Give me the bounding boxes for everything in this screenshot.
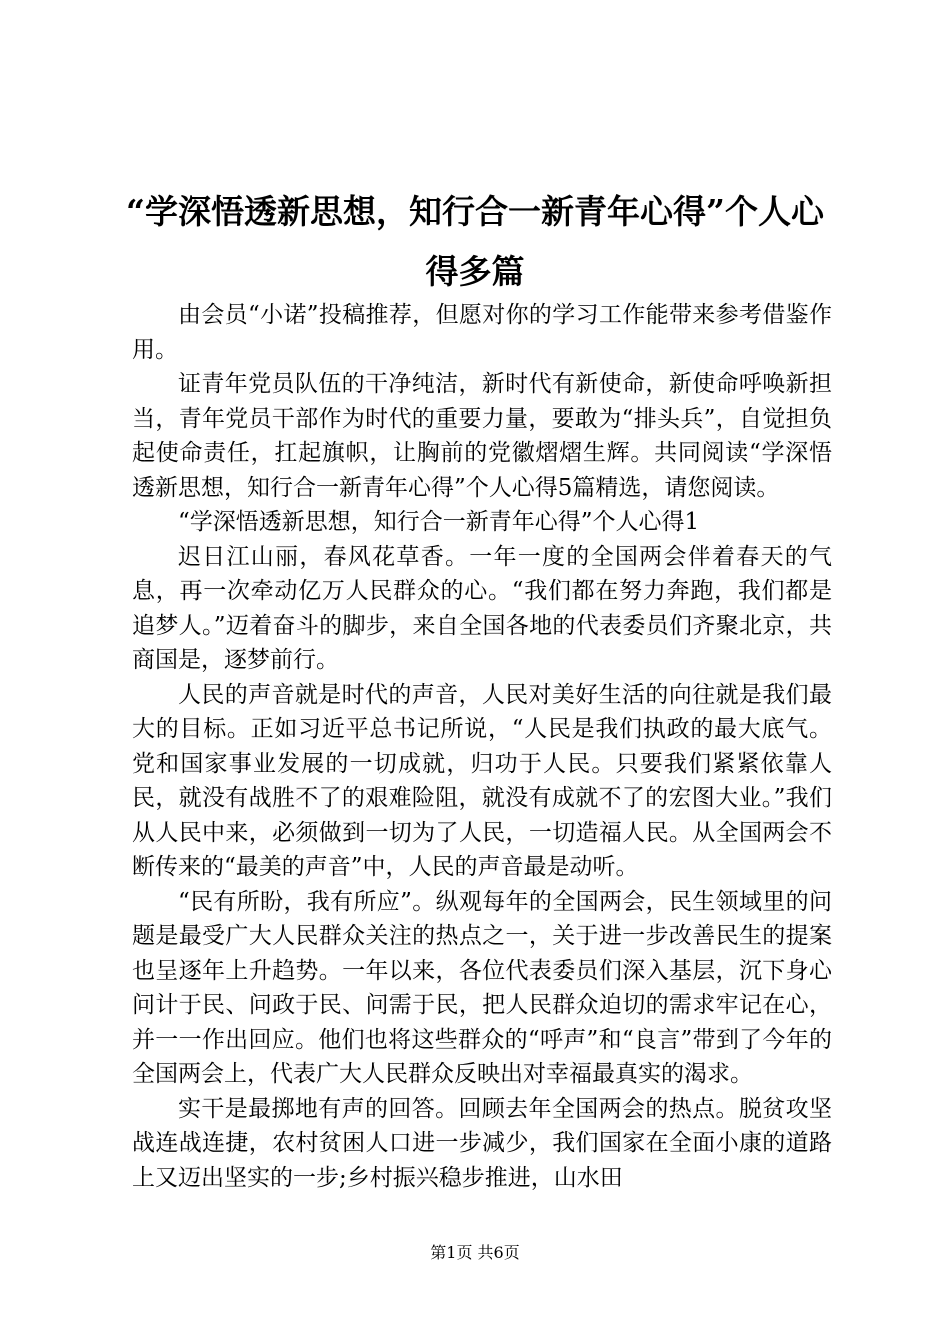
- paragraph: “民有所盼，我有所应”。纵观每年的全国两会，民生领域里的问题是最受广大人民群众关注的热点之一，关于进一步改善民生的提案也呈逐年上升趋势。一年以来，各位代表委员们深入基层，沉下身心问计于民、问政于民、问需于民，把人民群众迫切的需求牢记在心，并一一作出回应。他们也将这些群众的“呼声”和“良言”带到了今年的全国两会上，代表广大人民群众反映出对幸福最真实的渴求。: [132, 888, 832, 1087]
- paragraph: 人民的声音就是时代的声音，人民对美好生活的向往就是我们最大的目标。正如习近平总书记所说，“人民是我们执政的最大底气。党和国家事业发展的一切成就，归功于人民。只要我们紧紧依靠人民，就没有战胜不了的艰难险阻，就没有成就不了的宏图大业。”我们从人民中来，必须做到一切为了人民，一切造福人民。从全国两会不断传来的“最美的声音”中，人民的声音最是动听。: [132, 681, 832, 880]
- paragraph: 迟日江山丽，春风花草香。一年一度的全国两会伴着春天的气息，再一次牵动亿万人民群众的心。“我们都在努力奔跑，我们都是追梦人。”迈着奋斗的脚步，来自全国各地的代表委员们齐聚北京，共商国是，逐梦前行。: [132, 543, 832, 673]
- paragraph-intro: 由会员“小诺”投稿推荐，但愿对你的学习工作能带来参考借鉴作用。: [132, 302, 832, 363]
- document-title: “学深悟透新思想，知行合一新青年心得”个人心得多篇: [126, 192, 824, 291]
- page-footer: 第1页 共6页: [430, 1243, 520, 1262]
- paragraph: 实干是最掷地有声的回答。回顾去年全国两会的热点。脱贫攻坚战连战连捷，农村贫困人口进一步减少，我们国家在全面小康的道路上又迈出坚实的一步;乡村振兴稳步推进，山水田: [132, 1095, 832, 1191]
- document-body: [132, 298, 832, 1195]
- paragraph-summary: 证青年党员队伍的干净纯洁，新时代有新使命，新使命呼唤新担当，青年党员干部作为时代的重要力量，要敢为“排头兵”，自觉担负起使命责任，扛起旗帜，让胸前的党徽熠熠生辉。共同阅读“学深悟透新思想，知行合一新青年心得”个人心得5篇精选，请您阅读。: [132, 371, 832, 501]
- section-heading: “学深悟透新思想，知行合一新青年心得”个人心得1: [178, 509, 700, 535]
